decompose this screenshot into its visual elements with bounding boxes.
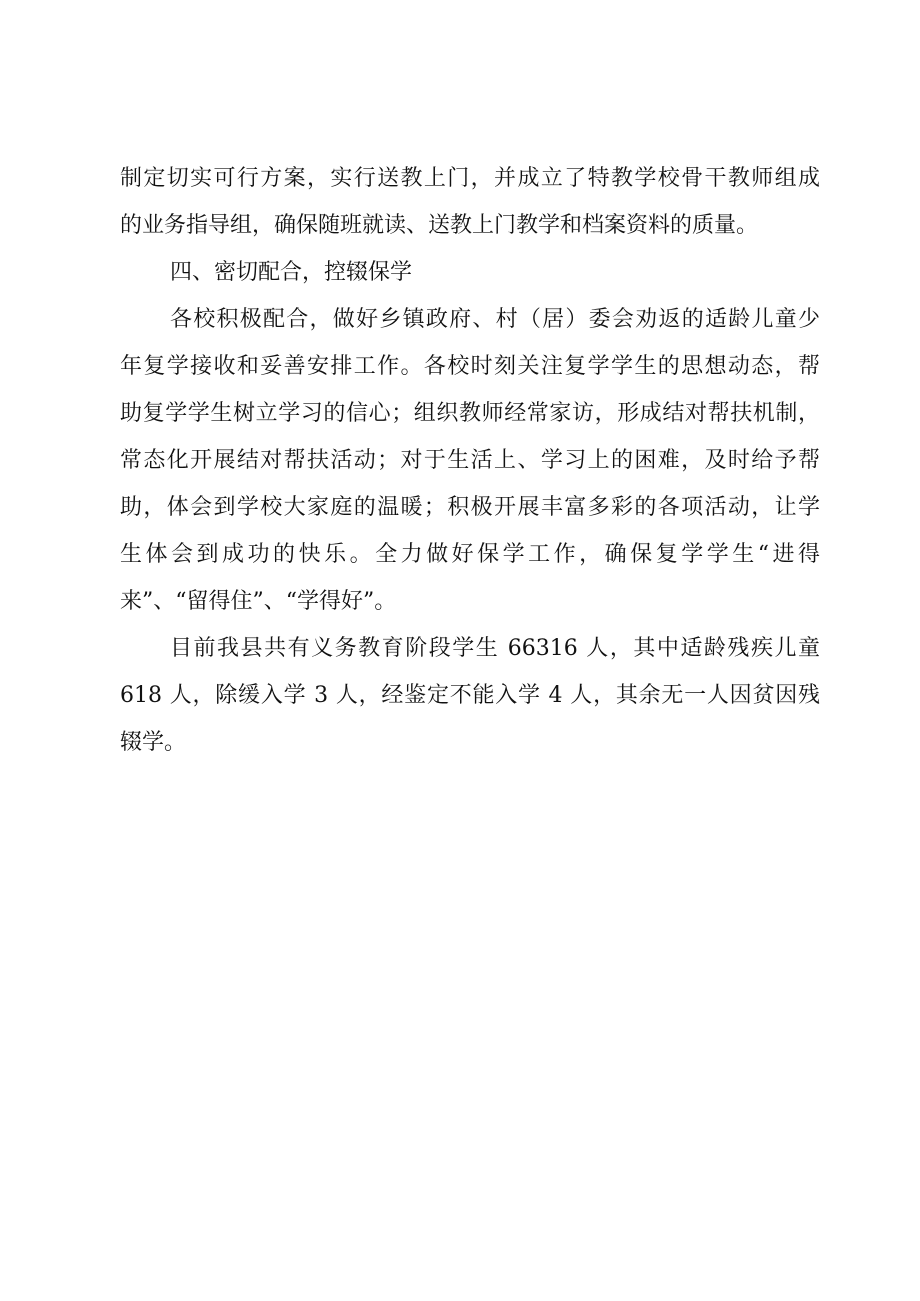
text-line: 618 人，除缓入学 3 人，经鉴定不能入学 4 人，其余无一人因贫因残 (120, 683, 820, 708)
text-line: 常态化开展结对帮扶活动；对于生活上、学习上的困难，及时给予帮 (120, 448, 820, 473)
text-line: 的业务指导组，确保随班就读、送教上门教学和档案资料的质量。 (120, 213, 759, 238)
text-line: 目前我县共有义务教育阶段学生 66316 人，其中适龄残疾儿童 (170, 636, 820, 661)
document-body (120, 155, 820, 766)
section-heading: 四、密切配合，控辍保学 (170, 260, 413, 285)
text-line: 来”、“留得住”、“学得好”。 (120, 589, 397, 614)
text-line: 助，体会到学校大家庭的温暖；积极开展丰富多彩的各项活动，让学 (120, 495, 820, 520)
text-line: 制定切实可行方案，实行送教上门，并成立了特教学校骨干教师组成 (120, 166, 820, 191)
text-line: 各校积极配合，做好乡镇政府、村（居）委会劝返的适龄儿童少 (170, 307, 820, 332)
text-line: 辍学。 (120, 730, 187, 755)
text-line: 助复学学生树立学习的信心；组织教师经常家访，形成结对帮扶机制， (120, 401, 820, 426)
text-line: 年复学接收和妥善安排工作。各校时刻关注复学学生的思想动态，帮 (120, 354, 820, 379)
text-line: 生体会到成功的快乐。全力做好保学工作，确保复学学生“进得 (120, 542, 820, 567)
